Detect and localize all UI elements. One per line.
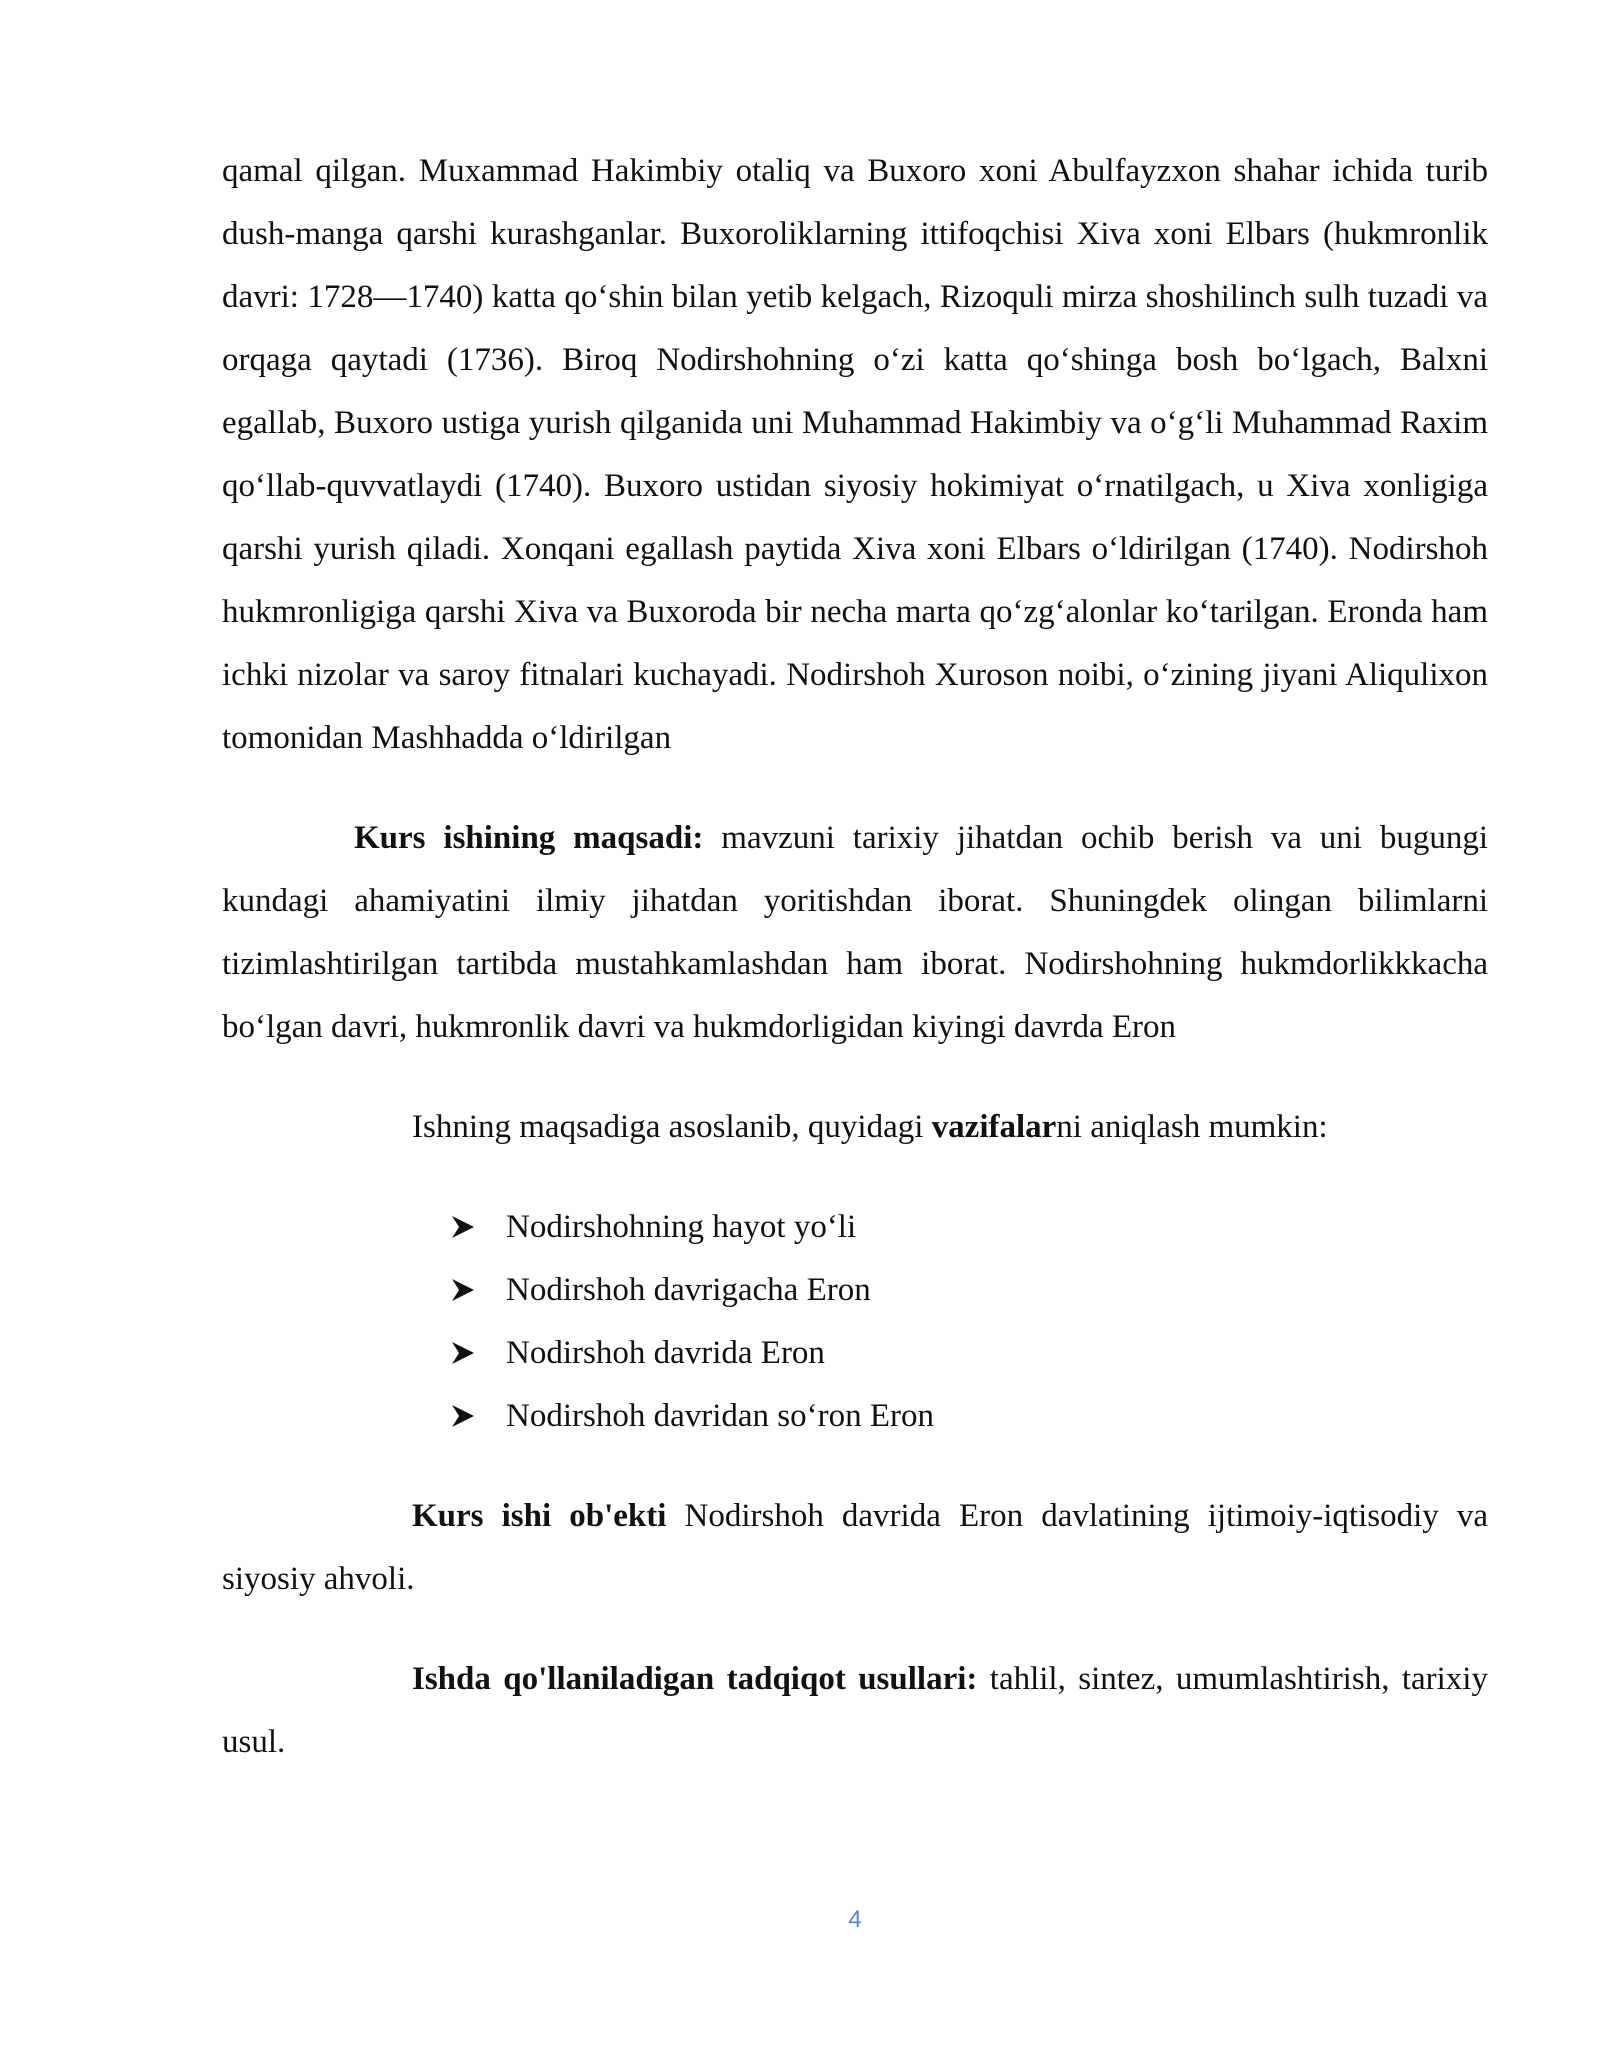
arrowhead-bullet-icon xyxy=(450,1403,476,1429)
list-item xyxy=(450,1259,1488,1322)
arrowhead-bullet-icon xyxy=(450,1340,476,1366)
paragraph-history: qamal qilgan. Muxammad Hakimbiy otaliq va Buxoro xoni Abulfayzxon shahar ichida turib dush-manga qarshi kurashganlar. Buxoroliklarning ittifoqchisi Xiva xoni Elbars (hukmronlik davri: 1728—1740) katta qo‘shin bilan yetib kelgach, Rizoquli mirza shoshilinch sulh tuzadi va orqaga qaytadi (1736). Biroq Nodirshohning o‘zi katta qo‘shinga bosh bo‘lgach, Balxni egallab, Buxoro ustiga yurish qilganida uni Muhammad Hakimbiy va o‘g‘li Muhammad Raxim qo‘llab-quvvatlaydi (1740). Buxoro ustidan siyosiy hokimiyat o‘rnatilgach, u Xiva xonligiga qarshi yurish qiladi. Xonqani egallash paytida Xiva xoni Elbars o‘ldirilgan (1740). Nodirshoh hukmronligiga qarshi Xiva va Buxoroda bir necha marta qo‘zg‘alonlar ko‘tarilgan. Eronda ham ichki nizolar va saroy fitnalari kuchayadi. Nodirshoh Xuroson noibi, o‘zining jiyani Aliqulixon tomonidan Mashhadda o‘ldirilgan xyxy=(222,153,1488,756)
tasks-intro-before: Ishning maqsadiga asoslanib, quyidagi xyxy=(412,1109,932,1145)
list-item xyxy=(450,1385,1488,1448)
methods-label: Ishda qo'llaniladigan tadqiqot usullari: xyxy=(412,1661,978,1697)
paragraph-tasks-intro xyxy=(222,1096,1488,1159)
task-text: Nodirshohning hayot yo‘li xyxy=(506,1209,857,1245)
goal-text: mavzuni tarixiy jihatdan ochib berish va uni bugungi kundagi ahamiyatini ilmiy jihatdan yoritishdan iborat. Shuningdek olingan bilimlarni tizimlashtirilgan tartibda mustahkamlashdan ham iborat. Nodirshohning hukmdorlikkkacha bo‘lgan davri, hukmronlik davri va hukmdorligidan kiyingi davrda Eron xyxy=(222,820,1488,1045)
task-text: Nodirshoh davridan so‘ron Eron xyxy=(506,1398,935,1434)
paragraph-goal xyxy=(222,807,1488,1059)
object-label: Kurs ishi ob'ekti xyxy=(412,1498,667,1534)
paragraph-object xyxy=(222,1485,1488,1611)
paragraph-methods xyxy=(222,1648,1488,1774)
arrowhead-bullet-icon xyxy=(450,1214,476,1240)
document-page xyxy=(222,140,1488,1774)
task-text: Nodirshoh davrida Eron xyxy=(506,1335,825,1371)
list-item xyxy=(450,1322,1488,1385)
arrowhead-bullet-icon xyxy=(450,1277,476,1303)
tasks-intro-bold: vazifalar xyxy=(931,1109,1057,1145)
methods-text: tahlil, sintez, umumlashtirish, tarixiy usul. xyxy=(222,1661,1488,1760)
object-text: Nodirshoh davrida Eron davlatining ijtimoiy-iqtisodiy va siyosiy ahvoli. xyxy=(222,1498,1488,1597)
goal-label: Kurs ishining maqsadi: xyxy=(354,820,704,856)
tasks-intro-after: ni aniqlash mumkin: xyxy=(1056,1109,1328,1145)
task-text: Nodirshoh davrigacha Eron xyxy=(506,1272,871,1308)
tasks-list xyxy=(222,1196,1488,1448)
page-number: 4 xyxy=(848,1906,862,1933)
list-item xyxy=(450,1196,1488,1259)
